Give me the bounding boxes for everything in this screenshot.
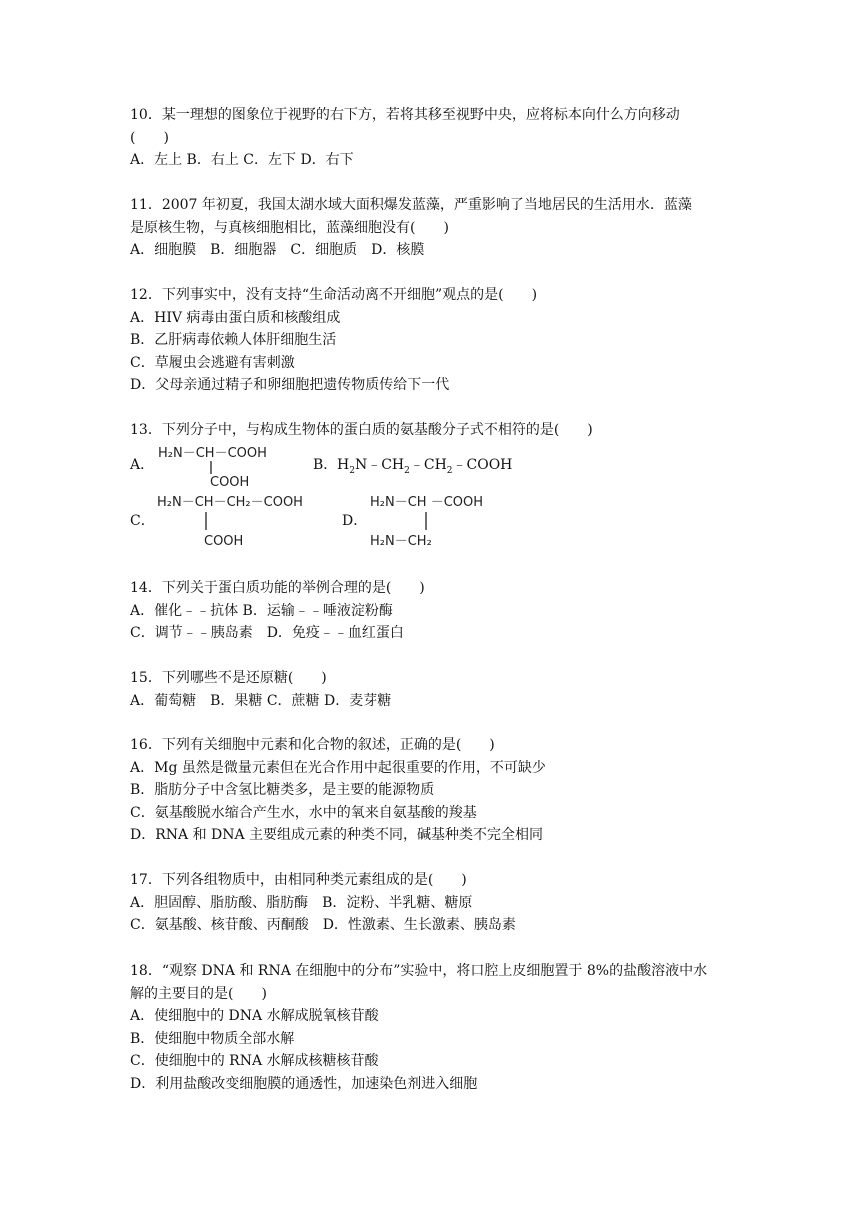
formula-a bbox=[158, 444, 298, 488]
option-line: C．氨基酸脱水缩合产生水，水中的氧来自氨基酸的羧基 bbox=[130, 804, 477, 821]
formula-b: $H_2N﹣CH_2﹣CH_2﹣COOH$ bbox=[337, 457, 513, 476]
question-stem: 10．某一理想的图象位于视野的右下方，若将其移至视野中央，应将标本向什么方向移动 bbox=[130, 107, 680, 123]
question-16 bbox=[130, 734, 740, 847]
formula-a-branch: COOH bbox=[210, 475, 250, 488]
question-stem: 18．“观察 DNA 和 RNA 在细胞中的分布”实验中，将口腔上皮细胞置于 8%的盐酸溶液中水 bbox=[130, 963, 708, 979]
option-line: C．草履虫会逃避有害刺激 bbox=[130, 354, 295, 371]
question-stem: ( ) bbox=[130, 129, 169, 146]
option-line: A．使细胞中的 DNA 水解成脱氧核苷酸 bbox=[130, 1008, 379, 1024]
question-stem: 16．下列有关细胞中元素和化合物的叙述，正确的是( ) bbox=[130, 737, 495, 753]
question-15 bbox=[130, 667, 740, 712]
formula-d-branch: H₂N－CH₂ bbox=[370, 534, 432, 548]
question-10 bbox=[130, 104, 740, 172]
question-stem: 13．下列分子中，与构成生物体的蛋白质的氨基酸分子式不相符的是( ) bbox=[130, 422, 593, 438]
option-b-label: B． bbox=[313, 457, 338, 473]
option-line: C．调节﹣﹣胰岛素 D．免疫﹣﹣血红蛋白 bbox=[130, 625, 404, 641]
formula-a-main: H₂N－CH－COOH bbox=[158, 446, 267, 461]
option-line: A．细胞膜 B．细胞器 C．细胞质 D．核膜 bbox=[130, 242, 425, 258]
option-line: A．左上 B．右上 C．左下 D．右下 bbox=[130, 152, 354, 168]
option-line: A．HIV 病毒由蛋白质和核酸组成 bbox=[130, 309, 341, 326]
option-line: B．乙肝病毒依赖人体肝细胞生活 bbox=[130, 332, 337, 348]
question-stem: 解的主要目的是( ) bbox=[130, 985, 267, 1002]
option-c-label: C． bbox=[130, 513, 155, 529]
option-d-label: D． bbox=[342, 513, 368, 529]
option-line: D．父母亲通过精子和卵细胞把遗传物质传给下一代 bbox=[130, 377, 450, 393]
question-stem: 12．下列事实中，没有支持“生命活动离不开细胞”观点的是( ) bbox=[130, 287, 538, 303]
question-17 bbox=[130, 869, 740, 937]
question-stem: 17．下列各组物质中，由相同种类元素组成的是( ) bbox=[130, 872, 467, 888]
question-stem: 11．2007 年初夏，我国太湖水域大面积爆发蓝藻，严重影响了当地居民的生活用水．蓝藻 bbox=[130, 197, 692, 213]
option-line: C．使细胞中的 RNA 水解成核糖核苷酸 bbox=[130, 1053, 379, 1069]
question-stem: 14．下列关于蛋白质功能的举例合理的是( ) bbox=[130, 580, 425, 596]
option-line: D．利用盐酸改变细胞膜的通透性，加速染色剂进入细胞 bbox=[130, 1075, 478, 1092]
formula-c bbox=[157, 492, 342, 548]
option-line: A．Mg 虽然是微量元素但在光合作用中起很重要的作用，不可缺少 bbox=[130, 759, 546, 776]
question-stem: 15．下列哪些不是还原糖( ) bbox=[130, 670, 327, 686]
option-line: B．使细胞中物质全部水解 bbox=[130, 1030, 295, 1047]
formula-d-main: H₂N－CH －COOH bbox=[370, 495, 484, 510]
question-13 bbox=[130, 419, 740, 442]
formula-c-main: H₂N－CH－CH₂－COOH bbox=[157, 495, 303, 510]
option-line: A．葡萄糖 B．果糖 C．蔗糖 D．麦芽糖 bbox=[130, 692, 392, 709]
question-12 bbox=[130, 284, 740, 397]
option-a-label: A． bbox=[130, 457, 155, 473]
option-line: C．氨基酸、核苷酸、丙酮酸 D．性激素、生长激素、胰岛素 bbox=[130, 917, 516, 933]
option-line: A．催化﹣﹣抗体 B．运输﹣﹣唾液淀粉酶 bbox=[130, 602, 393, 619]
option-line: D．RNA 和 DNA 主要组成元素的种类不同，碱基种类不完全相同 bbox=[130, 827, 544, 843]
formula-d bbox=[370, 492, 520, 548]
question-11 bbox=[130, 194, 740, 262]
question-14 bbox=[130, 577, 740, 645]
formula-c-branch: COOH bbox=[204, 534, 244, 548]
question-stem: 是原核生物，与真核细胞相比，蓝藻细胞没有( ) bbox=[130, 219, 449, 236]
option-line: B．脂肪分子中含氢比糖类多，是主要的能源物质 bbox=[130, 782, 435, 798]
question-18 bbox=[130, 960, 740, 1095]
option-line: A．胆固醇、脂肪酸、脂肪酶 B．淀粉、半乳糖、糖原 bbox=[130, 894, 473, 911]
